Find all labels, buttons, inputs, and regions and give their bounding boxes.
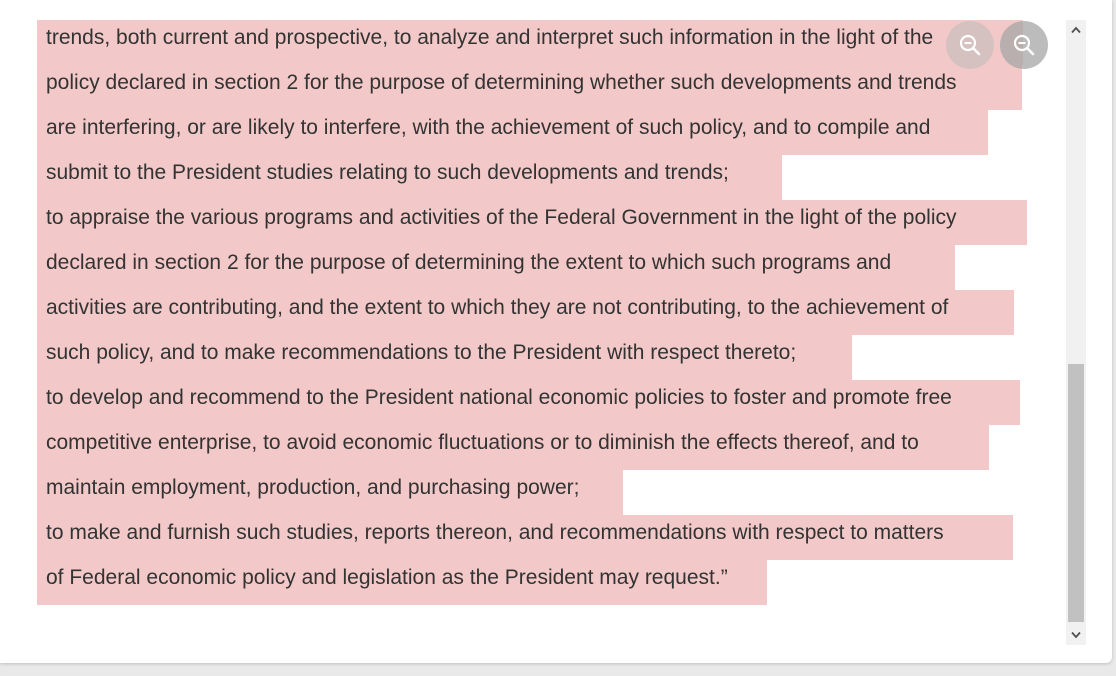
highlighted-line (37, 290, 1014, 335)
zoom-in-button[interactable] (1000, 21, 1048, 69)
line-text: are interfering, or are likely to interfere, with the achievement of such policy, and to compile and (46, 116, 931, 139)
highlighted-line (37, 380, 1020, 425)
line-text: to appraise the various programs and activities of the Federal Government in the light of the policy (46, 206, 957, 229)
line-text: trends, both current and prospective, to analyze and interpret such information in the light of the (46, 26, 934, 49)
highlighted-line (37, 245, 955, 290)
highlighted-line (37, 200, 1027, 245)
highlighted-line (37, 425, 989, 470)
zoom-out-icon (958, 33, 982, 57)
line-text: submit to the President studies relating to such developments and trends; (46, 161, 729, 184)
scroll-down-button[interactable] (1066, 625, 1086, 645)
line-text: such policy, and to make recommendations to the President with respect thereto; (46, 341, 797, 364)
zoom-in-icon (1012, 33, 1036, 57)
line-text: of Federal economic policy and legislation as the President may request.” (46, 566, 728, 589)
highlighted-line (37, 65, 1022, 110)
highlighted-line (37, 470, 623, 515)
line-text: maintain employment, production, and purchasing power; (46, 476, 580, 499)
zoom-out-button[interactable] (946, 21, 994, 69)
highlighted-line (37, 515, 1013, 560)
chevron-up-icon (1071, 26, 1081, 34)
highlighted-line (37, 20, 1023, 65)
chevron-down-icon (1071, 631, 1081, 639)
highlighted-line (37, 335, 852, 380)
highlighted-line (37, 560, 767, 605)
line-text: activities are contributing, and the extent to which they are not contributing, to the achievement of (46, 296, 949, 319)
scroll-thumb[interactable] (1068, 364, 1084, 622)
highlighted-line (37, 155, 782, 200)
highlighted-line (37, 110, 988, 155)
scroll-up-button[interactable] (1066, 20, 1086, 40)
line-text: declared in section 2 for the purpose of determining the extent to which such programs and (46, 251, 892, 274)
line-text: to make and furnish such studies, reports thereon, and recommendations with respect to matters (46, 521, 944, 544)
line-text: policy declared in section 2 for the purpose of determining whether such developments and trends (46, 71, 957, 94)
line-text: to develop and recommend to the President national economic policies to foster and promote free (46, 386, 952, 409)
vertical-scrollbar[interactable] (1066, 20, 1086, 645)
line-text: competitive enterprise, to avoid economic fluctuations or to diminish the effects thereof, and to (46, 431, 919, 454)
